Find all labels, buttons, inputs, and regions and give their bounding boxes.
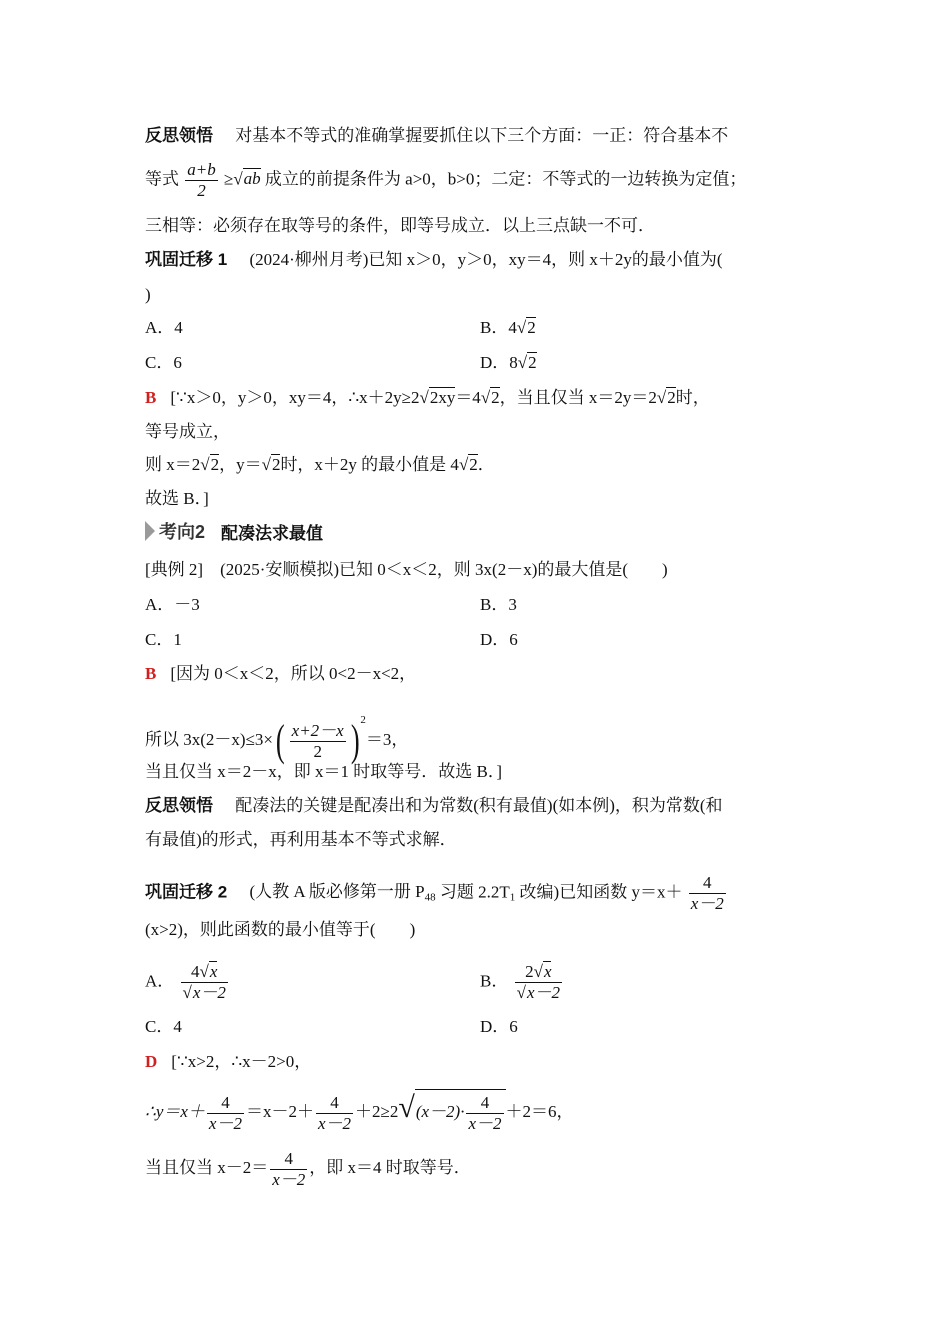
consolidate1-paren: ) xyxy=(145,285,151,304)
sqrt-icon: √ xyxy=(517,353,528,372)
example2-option-c[interactable]: C．1 xyxy=(145,630,182,649)
reflection2-label: 反思领悟 xyxy=(145,796,213,815)
consolidate2-option-b[interactable]: B． $\frac{2√x}{√x-2}$ xyxy=(480,962,560,1002)
consolidate1-option-c[interactable]: C．6 xyxy=(145,353,182,372)
reflection2-line2: 有最值)的形式，再利用基本不等式求解． xyxy=(145,830,457,849)
consolidate1-option-d[interactable]: D．8√2 xyxy=(480,353,537,372)
reflection1-text2c: 成立的前提条件为 xyxy=(264,169,401,189)
consolidate2-label: 巩固迁移 2 xyxy=(145,882,228,902)
sqrt-icon: √ xyxy=(200,455,210,474)
sqrt-icon: √ xyxy=(458,455,469,474)
sqrt-ab: ab xyxy=(243,169,261,189)
solution1-line2: 等号成立， xyxy=(145,422,230,441)
reflection1-line1 xyxy=(145,124,728,148)
right-paren: ) xyxy=(350,716,360,766)
reflection1-text2a: 等式 xyxy=(145,169,179,189)
answer-badge: D xyxy=(145,1052,158,1071)
consolidate2-question: 巩固迁移 2 (人教 A 版必修第一册 $P_{48}$ 习题 $2.2T_1$ 改编)已知函数 y＝x＋ $\frac{4}{x-2}$ xyxy=(145,873,724,913)
fraction-a-plus-b-over-2: $\frac{a+b}{2}$ xyxy=(187,160,216,200)
example2-question: [典例 2] (2025·安顺模拟)已知 0＜x＜2，则 3x(2－x)的最大值是( ) xyxy=(145,560,668,579)
solution3-line2: ∴y＝x＋ $\frac{4}{x-2}$ ＝x－2＋ $\frac{4}{x-2}$ ＋2≥2√(x－2)· $\frac{4}{x-2}$ ＋2＝6， xyxy=(145,1091,574,1133)
answer-badge: B xyxy=(145,664,157,683)
consolidate1-option-a[interactable]: A．4 xyxy=(145,318,183,337)
left-paren: ( xyxy=(275,716,285,766)
answer-badge: B xyxy=(145,388,157,407)
sqrt-icon: √ xyxy=(233,169,243,189)
solution1-line4: 故选 B．] xyxy=(145,489,209,508)
fraction-4-over-x-minus-2: $\frac{4}{x-2}$ xyxy=(690,873,724,913)
consolidate1-label: 巩固迁移 1 xyxy=(145,250,228,269)
consolidate2-line2: (x>2)，则此函数的最小值等于( ) xyxy=(145,920,416,939)
solution2-line1: B [因为 0＜x＜2，所以 0<2－x<2， xyxy=(145,664,417,683)
consolidate1-question: 巩固迁移 1 (2024·柳州月考)已知 x＞0，y＞0，xy＝4，则 x＋2y的最小值为( xyxy=(145,250,723,269)
sqrt-icon: √ xyxy=(419,388,429,407)
solution3-line3: 当且仅当 x－2＝ $\frac{4}{x-2}$ ，即 x＝4 时取等号． xyxy=(145,1148,471,1189)
reflection1-label: 反思领悟 xyxy=(145,126,213,145)
reflection1-text2d: a>0，b>0；二定：不等式的一边转换为定值； xyxy=(405,169,747,189)
reflection1-line3: 三相等：必须存在取等号的条件，即等号成立．以上三点缺一不可． xyxy=(145,216,655,235)
triangle-marker-icon xyxy=(145,521,155,541)
sqrt-icon: √ xyxy=(398,1091,415,1124)
sqrt-icon: √ xyxy=(480,388,491,407)
solution2-line3: 当且仅当 x＝2－x，即 x＝1 时取等号．故选 B．] xyxy=(145,762,502,781)
section-title: 配凑法求最值 xyxy=(221,523,324,543)
solution3-line1: D [∵x>2，∴x－2>0， xyxy=(145,1052,312,1071)
reflection1-text1: 对基本不等式的准确掌握要抓住以下三个方面：一正：符合基本不 xyxy=(235,126,729,145)
consolidate2-option-a[interactable]: A． $\frac{4√x}{√x-2}$ xyxy=(145,962,226,1002)
solution1-line1: B [∵x＞0，y＞0，xy＝4，∴x＋2y≥2√2xy＝4√2，当且仅当 x＝2y＝2√2时， xyxy=(145,388,710,407)
sqrt-icon: √ xyxy=(516,318,527,337)
example2-option-a[interactable]: A．－3 xyxy=(145,595,200,614)
geq-sign: ≥ xyxy=(223,169,234,189)
solution1-line3: 则 x＝2√2，y＝√2时，x＋2y 的最小值是 4√2． xyxy=(145,455,495,474)
consolidate1-option-b[interactable]: B．4√2 xyxy=(480,318,536,337)
sqrt-icon: √ xyxy=(261,455,271,474)
sqrt-icon: √ xyxy=(656,388,667,407)
section-heading xyxy=(145,518,323,544)
reflection1-line2 xyxy=(145,160,746,201)
consolidate2-option-d[interactable]: D．6 xyxy=(480,1017,518,1036)
section-tag: 考向2 xyxy=(159,522,206,542)
fraction-sum-over-2: $\frac{x+2-x}{2}$ xyxy=(291,720,344,761)
reflection2-line1: 反思领悟 配凑法的关键是配凑出和为常数(积有最值)(如本例)，积为常数(和 xyxy=(145,796,723,815)
example2-option-b[interactable]: B．3 xyxy=(480,595,517,614)
solution2-line2: 所以 3x(2－x)≤3×( $\frac{x+2-x}{2}$ )$^2$＝3， xyxy=(145,714,409,766)
consolidate2-option-c[interactable]: C．4 xyxy=(145,1017,182,1036)
example2-option-d[interactable]: D．6 xyxy=(480,630,518,649)
